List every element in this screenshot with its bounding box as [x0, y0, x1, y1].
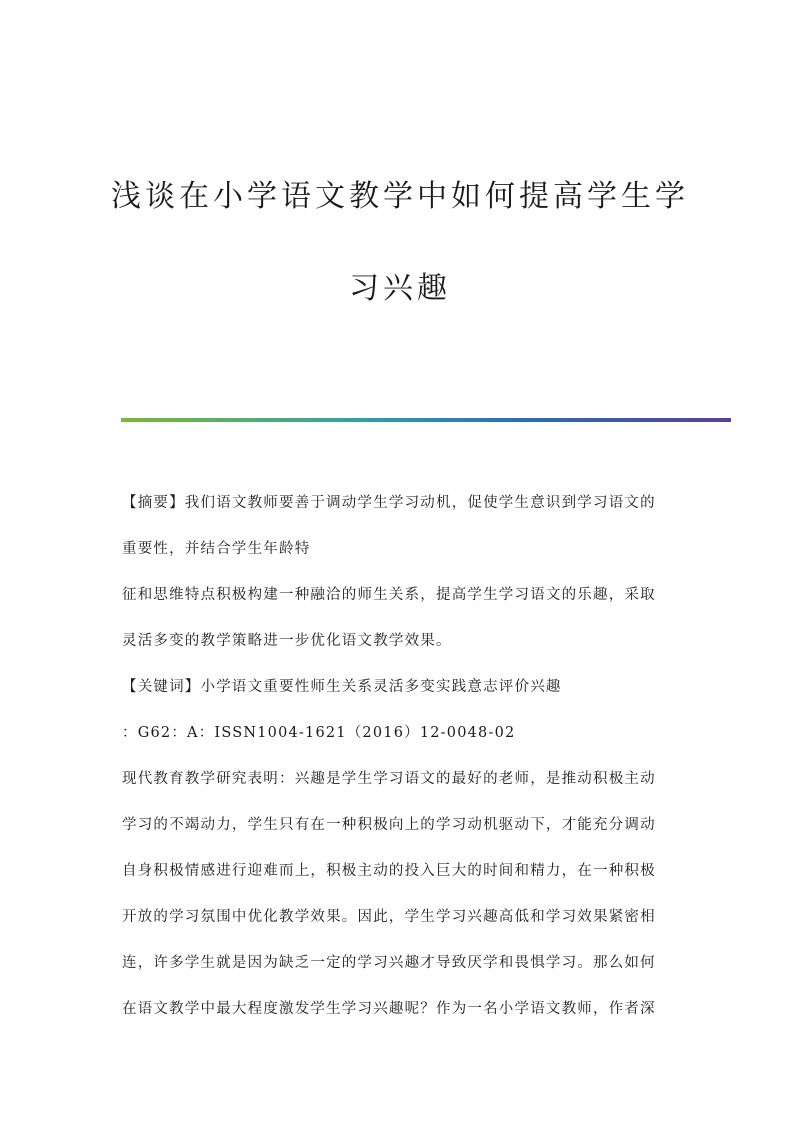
body-line: 学习的不竭动力，学生只有在一种积极向上的学习动机驱动下，才能充分调动 — [122, 817, 656, 833]
keywords-paragraph — [122, 675, 680, 700]
abstract-paragraph — [122, 491, 680, 654]
abstract-line: 灵活多变的教学策略进一步优化语文教学效果。 — [122, 633, 452, 649]
classification-line: ：G62：A：ISSN1004-1621（2016）12-0048-02 — [122, 725, 516, 741]
keywords-line: 【关键词】小学语文重要性师生关系灵活多变实践意志评价兴趣 — [122, 679, 562, 695]
body-line: 现代教育教学研究表明：兴趣是学生学习语文的最好的老师，是推动积极主动 — [122, 771, 656, 787]
abstract-line: 重要性，并结合学生年龄特 — [122, 541, 311, 557]
title-divider — [121, 418, 731, 422]
body-line: 连，许多学生就是因为缺乏一定的学习兴趣才导致厌学和畏惧学习。那么如何 — [122, 955, 656, 971]
document-body — [122, 491, 680, 1043]
title-line-2: 习兴趣 — [349, 271, 451, 306]
abstract-line: 征和思维特点积极构建一种融洽的师生关系，提高学生学习语文的乐趣，采取 — [122, 587, 656, 603]
classification-paragraph — [122, 721, 680, 746]
abstract-line: 【摘要】我们语文教师要善于调动学生学习动机，促使学生意识到学习语文的 — [122, 495, 656, 511]
body-line: 在语文教学中最大程度激发学生学习兴趣呢？作为一名小学语文教师，作者深 — [122, 1001, 656, 1017]
title-line-1: 浅谈在小学语文教学中如何提高学生学 — [111, 179, 689, 214]
body-line: 开放的学习氛围中优化教学效果。因此，学生学习兴趣高低和学习效果紧密相 — [122, 909, 656, 925]
document-title — [0, 179, 800, 306]
body-paragraph — [122, 767, 680, 1022]
body-line: 自身积极情感进行迎难而上，积极主动的投入巨大的时间和精力，在一种积极 — [122, 863, 656, 879]
